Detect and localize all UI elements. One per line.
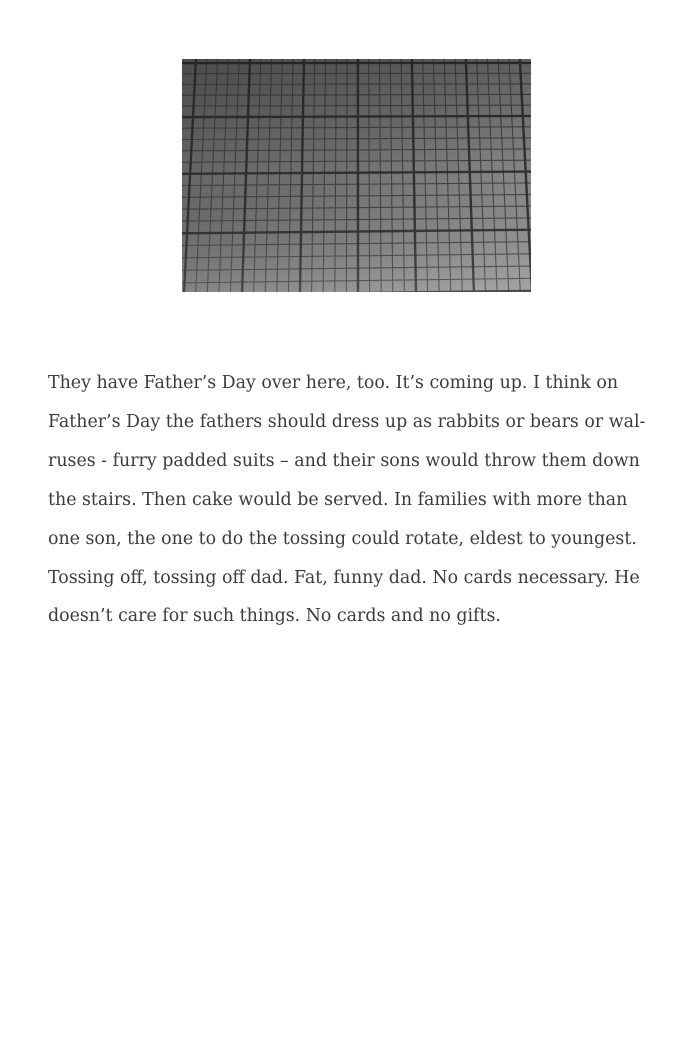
paragraph-line: Tossing off, tossing off dad. Fat, funny dad. No cards necessary. He [48, 567, 640, 588]
paragraph-line: doesn’t care for such things. No cards and no gifts. [48, 606, 501, 627]
grid-paper-image [182, 59, 531, 292]
paragraph-line: ruses - furry padded suits – and their sons would throw them down [48, 450, 640, 471]
paragraph-line: Father’s Day the fathers should dress up as rabbits or bears or wal- [48, 411, 646, 432]
paragraph-line: one son, the one to do the tossing could rotate, eldest to youngest. [48, 528, 637, 549]
body-paragraph [48, 364, 668, 636]
paragraph-line: They have Father’s Day over here, too. It’s coming up. I think on [48, 373, 619, 393]
grid-paper-photo [182, 59, 531, 292]
paragraph-line: the stairs. Then cake would be served. In families with more than [48, 489, 628, 510]
